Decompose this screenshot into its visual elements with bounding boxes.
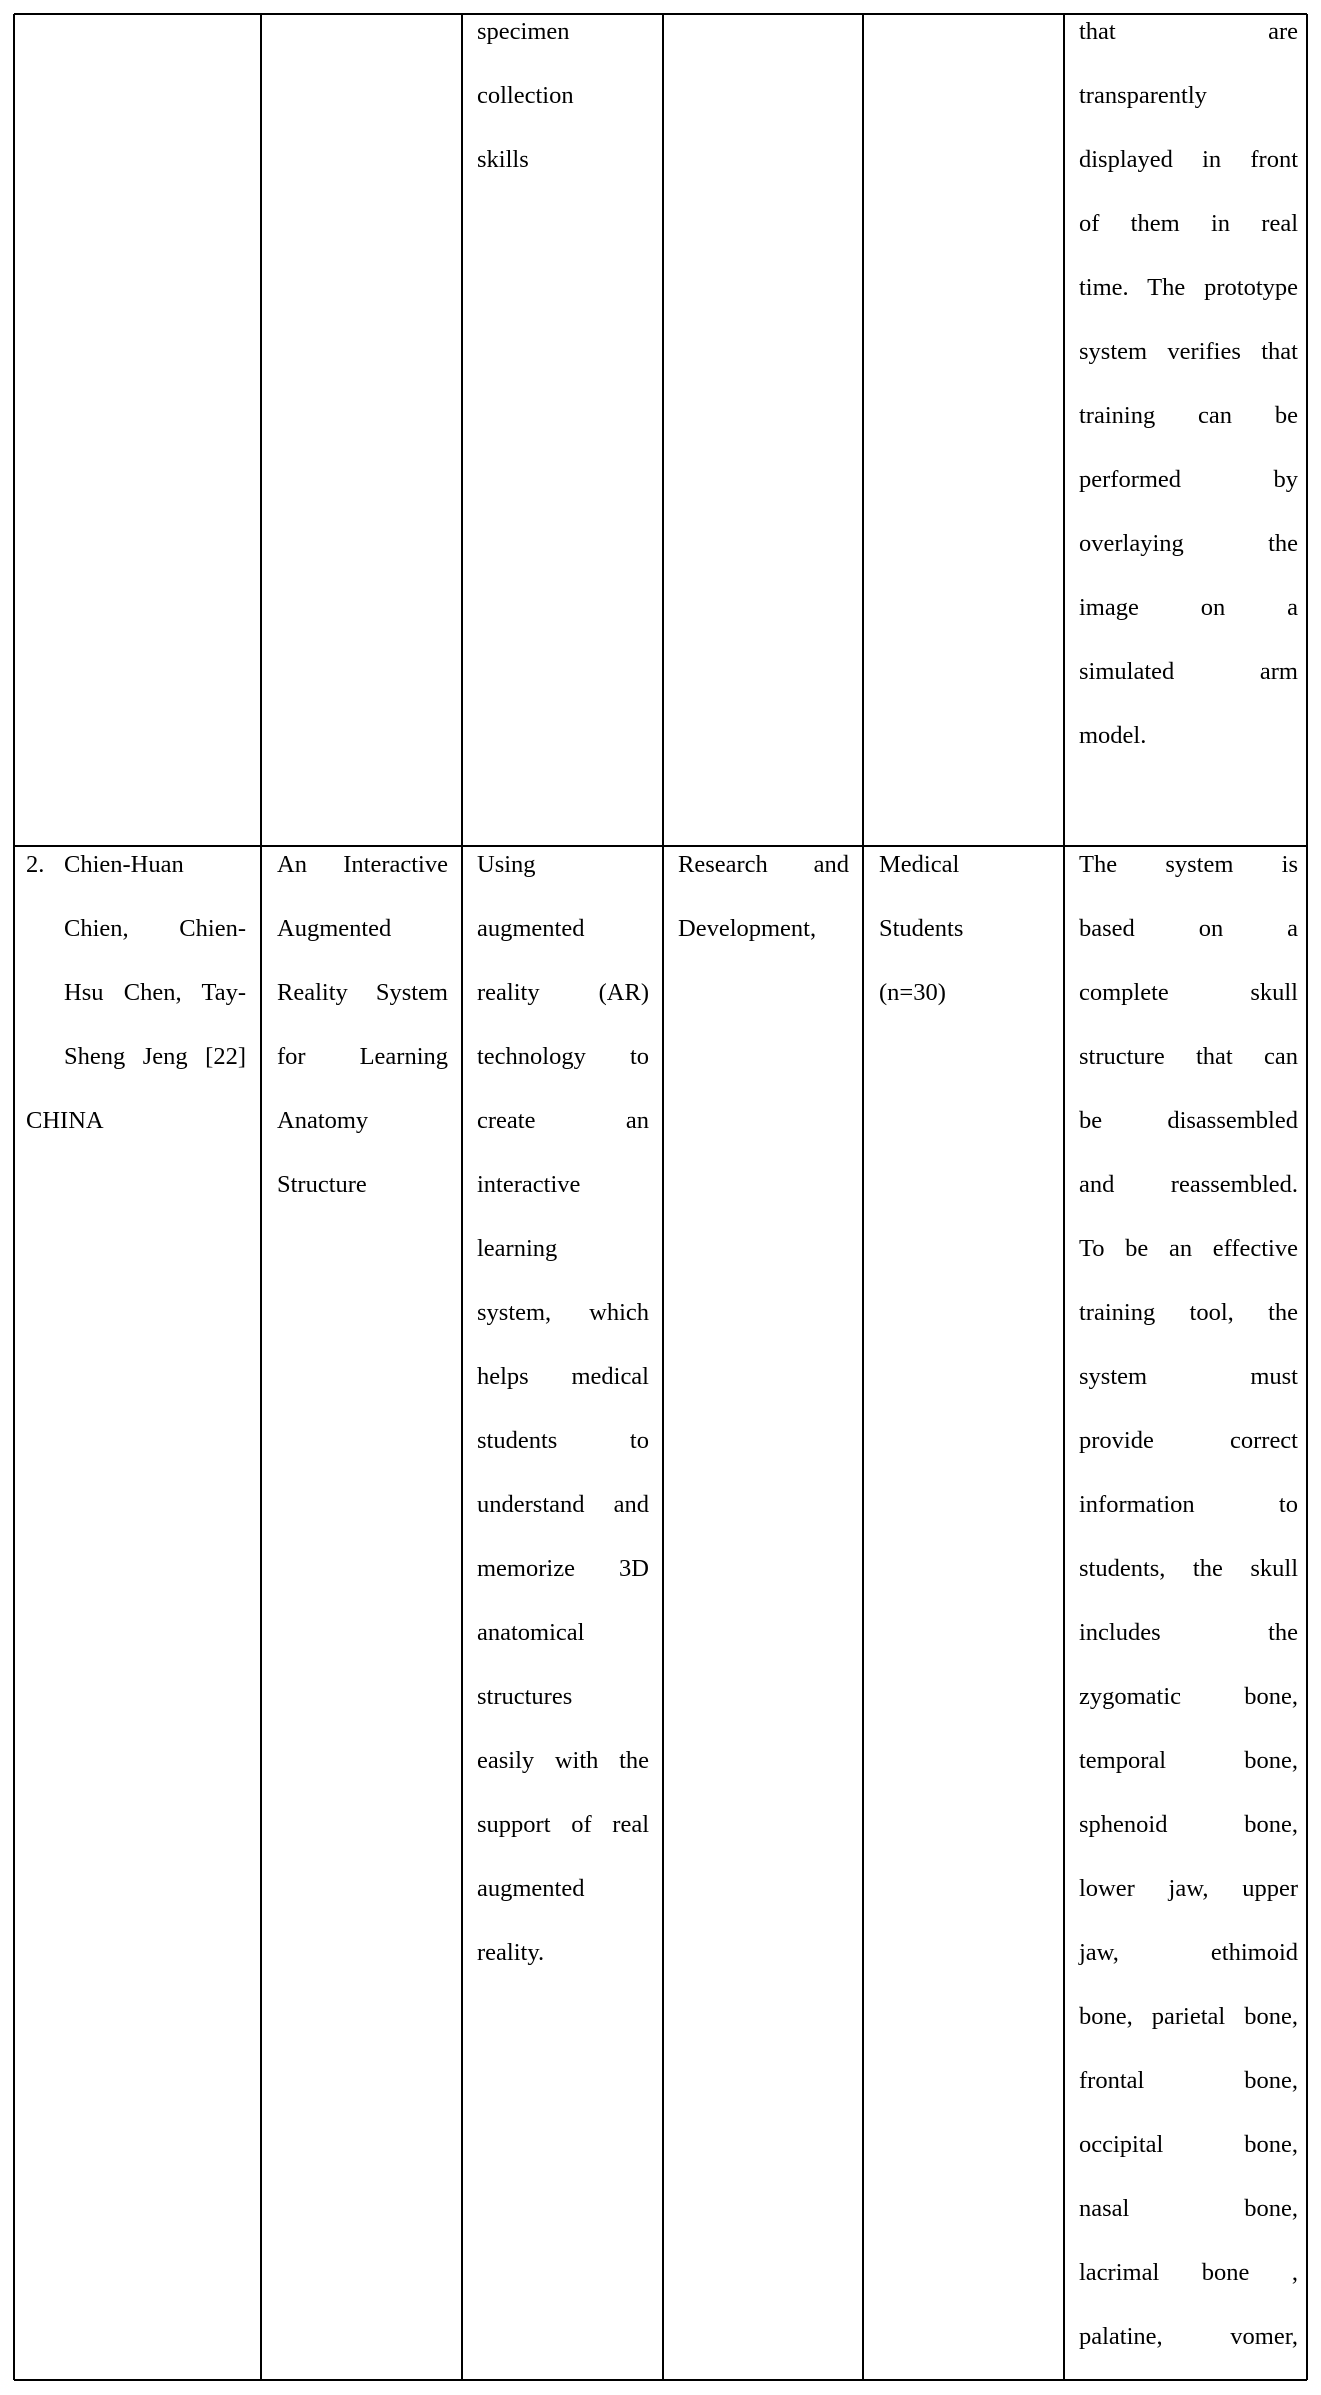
cell-line: An Interactive (277, 851, 448, 878)
cell-line: create an (477, 1107, 649, 1134)
cell-line: simulated arm (1079, 658, 1298, 685)
cell-line: performed by (1079, 466, 1298, 493)
row2-purpose-cell (477, 833, 649, 1985)
cell-line: overlaying the (1079, 530, 1298, 557)
cell-line: Hsu Chen, Tay- (64, 979, 246, 1006)
cell-line: information to (1079, 1491, 1298, 1518)
cell-line: Chien-Huan (64, 851, 184, 878)
cell-line: be disassembled (1079, 1107, 1298, 1134)
cell-line: Medical (879, 851, 960, 878)
cell-line: reality. (477, 1939, 545, 1966)
cell-line: model. (1079, 722, 1147, 749)
cell-line: bone, parietal bone, (1079, 2003, 1298, 2030)
cell-line: Sheng Jeng [22] (64, 1043, 246, 1070)
cell-line: structures (477, 1683, 573, 1710)
row2-design-cell (678, 833, 849, 961)
cell-line: Anatomy (277, 1107, 369, 1134)
cell-line: Chien, Chien- (64, 915, 246, 942)
cell-line: Structure (277, 1171, 367, 1198)
cell-line: Augmented (277, 915, 392, 942)
cell-line: structure that can (1079, 1043, 1298, 1070)
row-number: 2. (26, 851, 45, 878)
cell-line: interactive (477, 1171, 581, 1198)
cell-line: lacrimal bone , (1079, 2259, 1298, 2286)
cell-line: nasal bone, (1079, 2195, 1298, 2222)
cell-line: complete skull (1079, 979, 1298, 1006)
cell-line: displayed in front (1079, 146, 1298, 173)
cell-line: system verifies that (1079, 338, 1298, 365)
cell-line: transparently (1079, 82, 1207, 109)
cell-line: (n=30) (879, 979, 946, 1006)
cell-line: students to (477, 1427, 649, 1454)
cell-line: learning (477, 1235, 558, 1262)
cell-line: lower jaw, upper (1079, 1875, 1298, 1902)
row2-authors-cell (64, 833, 246, 1089)
cell-line: To be an effective (1079, 1235, 1298, 1262)
row1-col3-cell (477, 0, 649, 192)
cell-line: helps medical (477, 1363, 649, 1390)
cell-line: Students (879, 915, 964, 942)
cell-line: technology to (477, 1043, 649, 1070)
row1-col6-cell (1079, 0, 1298, 768)
cell-line: understand and (477, 1491, 649, 1518)
cell-line: image on a (1079, 594, 1298, 621)
cell-line: specimen (477, 18, 570, 45)
cell-line: time. The prototype (1079, 274, 1298, 301)
country-label: CHINA (26, 1107, 104, 1134)
cell-line: and reassembled. (1079, 1171, 1298, 1198)
cell-line: based on a (1079, 915, 1298, 942)
cell-line: memorize 3D (477, 1555, 649, 1582)
cell-line: support of real (477, 1811, 649, 1838)
cell-line: of them in real (1079, 210, 1298, 237)
cell-line: reality (AR) (477, 979, 649, 1006)
row2-participants-cell (879, 833, 1050, 1025)
cell-line: augmented (477, 1875, 585, 1902)
cell-line: Using (477, 851, 536, 878)
cell-line: skills (477, 146, 529, 173)
cell-line: students, the skull (1079, 1555, 1298, 1582)
cell-line: system must (1079, 1363, 1298, 1390)
cell-line: augmented (477, 915, 585, 942)
cell-line: for Learning (277, 1043, 448, 1070)
cell-line: zygomatic bone, (1079, 1683, 1298, 1710)
cell-line: that are (1079, 18, 1298, 45)
row2-country-cell (26, 1089, 226, 1153)
row2-title-cell (277, 833, 448, 1217)
cell-line: The system is (1079, 851, 1298, 878)
cell-line: Reality System (277, 979, 448, 1006)
cell-line: provide correct (1079, 1427, 1298, 1454)
cell-line: includes the (1079, 1619, 1298, 1646)
cell-line: Research and (678, 851, 849, 878)
cell-line: sphenoid bone, (1079, 1811, 1298, 1838)
cell-line: frontal bone, (1079, 2067, 1298, 2094)
row2-results-cell (1079, 833, 1298, 2369)
row2-number (26, 833, 56, 897)
cell-line: system, which (477, 1299, 649, 1326)
cell-line: temporal bone, (1079, 1747, 1298, 1774)
cell-line: jaw, ethimoid (1079, 1939, 1298, 1966)
cell-line: easily with the (477, 1747, 649, 1774)
cell-line: training can be (1079, 402, 1298, 429)
cell-line: Development, (678, 915, 817, 942)
cell-line: collection (477, 82, 574, 109)
cell-line: anatomical (477, 1619, 585, 1646)
cell-line: occipital bone, (1079, 2131, 1298, 2158)
cell-line: training tool, the (1079, 1299, 1298, 1326)
cell-line: palatine, vomer, (1079, 2323, 1298, 2350)
